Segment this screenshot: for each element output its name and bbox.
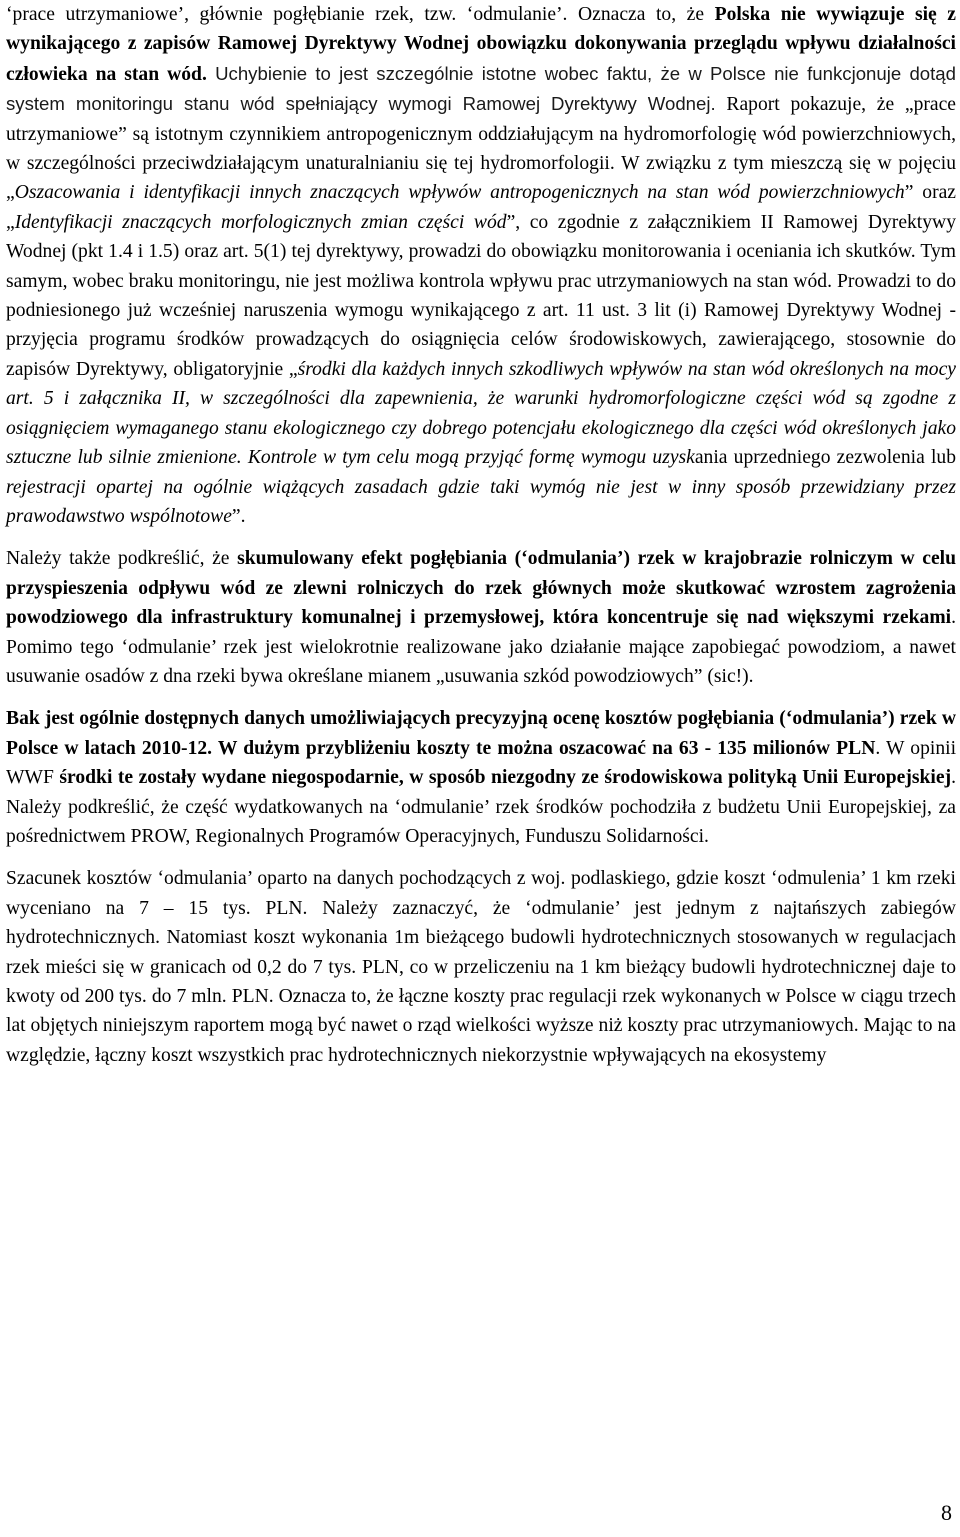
text-run: Szacunek kosztów ‘odmulania’ oparto na danych pochodzących z woj. podlaskiego, gdzie koszt ‘odmulenia’ 1 km rzeki wyceniano na 7 – 15 tys. PLN. Należy zaznaczyć, że ‘odmulanie’ jest jednym z najtańszych zabiegów hydrotechnicznych. Natomiast koszt wykonania 1m bieżącego budowli hydrotechnicznych stosowanych w regulacjach rzek mieści się w granicach od 0,2 do 7 tys. PLN, co w przeliczeniu na 1 km bieżący budowli hydrotechnicznej daje to kwoty od 200 tys. do 7 mln. PLN. Oznacza to, że łączne koszty prac regulacji rzek wykonanych w Polsce w ciągu trzech lat objętych niniejszym raportem mogą być nawet o rząd wielkości wyższe niż koszty prac utrzymaniowych. Mając to na względzie, łączny koszt wszystkich prac hydrotechnicznych niekorzystnie wpływających na ekosystemy [6, 868, 956, 1066]
text-run-italic: rejestracji opartej na ogólnie wiążących zasadach gdzie taki wymóg nie jest w inny sposób przewidziany przez prawodawstwo wspólnotowe [6, 476, 956, 527]
paragraph-4 [6, 864, 956, 1070]
text-run: . W opinii WWF [6, 737, 957, 789]
text-run: ”. [231, 505, 246, 527]
text-run: . Należy podkreślić, że część wydatkowanych na ‘odmulanie’ rzek środków pochodziła z budżetu Unii Europejskiej, za pośrednictwem PROW, Regionalnych Programów Operacyjnych, Funduszu Solidarności. [6, 767, 956, 847]
text-run: . Pomimo tego ‘odmulanie’ rzek jest wielokrotnie realizowane jako działanie mające zapobiegać powodziom, a nawet usuwanie osadów z dna rzeki bywa określane mianem „usuwania szkód powodziowych” (sic!). [6, 607, 956, 687]
text-run-bold: środki te zostały wydane niegospodarnie, w sposób niezgodny ze środowiskowa polityką Unii Europejskiej [59, 767, 952, 789]
paragraph-1 [6, 0, 956, 531]
text-run: Należy także podkreślić, że [6, 548, 238, 570]
paragraph-2 [6, 544, 956, 691]
text-run: ”, co zgodnie z załącznikiem II Ramowej Dyrektywy Wodnej (pkt 1.4 i 1.5) oraz art. 5(1) tej dyrektywy, prowadzi do obowiązku monitorowania i oceniania ich skutków. Tym samym, wobec braku monitoringu, nie jest możliwa kontrola wpływu prac utrzymaniowych na stan wód. Prowadzi to do podniesionego już wcześniej naruszenia wymogu wynikającego z art. 11 ust. 3 lit (i) Ramowej Dyrektywy Wodnej - przyjęcia programu środków prowadzących do osiągnięcia celów środowiskowych, zawierającego, stosownie do zapisów Dyrektywy, obligatoryjnie „ [6, 211, 956, 380]
document-body [6, 0, 956, 1070]
text-run-bold: Bak jest ogólnie dostępnych danych umożliwiających precyzyjną ocenę kosztów pogłębiania (‘odmulania’) rzek w Polsce w latach 2010-12. W dużym przybliżeniu koszty te można oszacować na 63 - 135 milionów PLN [6, 708, 956, 759]
text-run: ‘prace utrzymaniowe’, głównie pogłębianie rzek, tzw. ‘odmulanie’. Oznacza to, że [6, 4, 715, 25]
paragraph-3 [6, 704, 956, 851]
page-number: 8 [941, 1500, 952, 1525]
text-run: ania uprzedniego zezwolenia lub [694, 447, 956, 469]
text-run-italic: Identyfikacji znaczących morfologicznych zmian części wód [14, 211, 507, 233]
text-run: ” oraz „ [6, 182, 957, 233]
text-run-italic: Oszacowania i identyfikacji innych znaczących wpływów antropogenicznych na stan wód powierzchniowych [14, 182, 905, 204]
text-run: Raport pokazuje, że „prace utrzymaniowe” są istotnym czynnikiem antropogenicznym oddziałującym na hydromorfologię wód powierzchniowych, w szczególności przeciwdziałającym unaturalnianiu się tej hydromorfologii. W związku z tym mieszczą się w pojęciu „ [6, 94, 957, 204]
text-run-italic: środki dla każdych innych szkodliwych wpływów na stan wód określonych na mocy art. 5 i załącznika II, w szczególności dla zapewnienia, że warunki hydromorfologiczne części wód są zgodne z osiągnięciem wymaganego stanu ekologicznego czy dobrego potencjału ekologicznego dla części wód określonych jako sztuczne lub silnie zmienione. Kontrole w tym celu mogą przyjąć formę wymogu uzysk [6, 358, 957, 469]
text-run-sans: Uchybienie to jest szczególnie istotne wobec faktu, że w Polsce nie funkcjonuje dotąd system monitoringu stanu wód spełniający wymogi Ramowej Dyrektywy Wodnej. [6, 62, 956, 115]
text-run-bold: Polska nie wywiązuje się z wynikającego z zapisów Ramowej Dyrektywy Wodnej obowiązku dokonywania przeglądu wpływu działalności człowieka na stan wód. [6, 4, 957, 85]
text-run-bold: skumulowany efekt pogłębiania (‘odmulania’) rzek w krajobrazie rolniczym w celu przyspieszenia odpływu wód ze zlewni rolniczych do rzek głównych może skutkować wzrostem zagrożenia powodziowego dla infrastruktury komunalnej i przemysłowej, która koncentruje się nad większymi rzekami [6, 548, 956, 629]
